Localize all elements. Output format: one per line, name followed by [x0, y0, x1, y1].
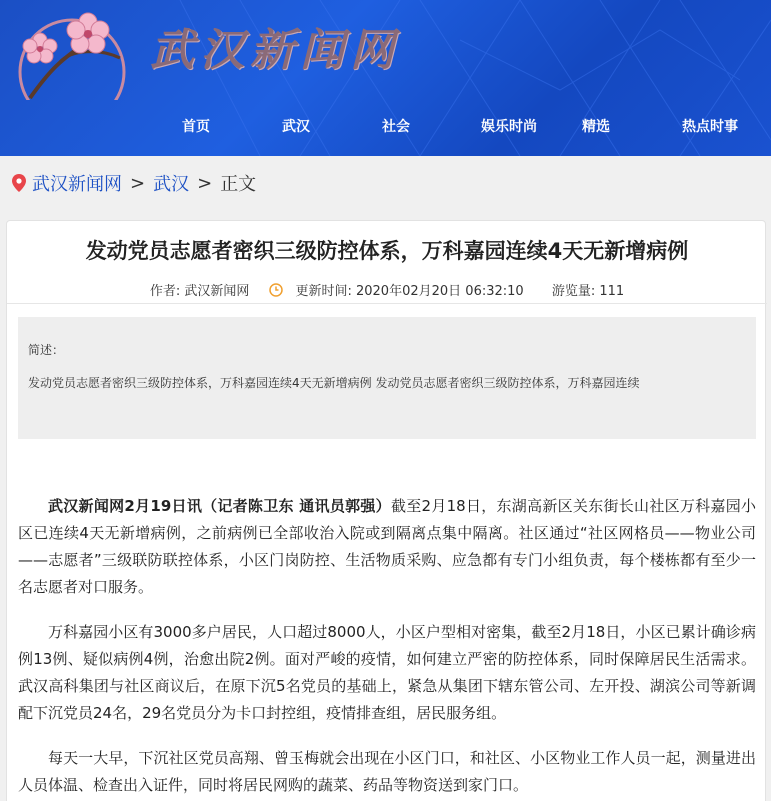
nav-item-entertainment[interactable]: 娱乐时尚	[481, 119, 537, 135]
site-header	[0, 0, 771, 156]
breadcrumb-separator: >	[130, 172, 146, 194]
nav-item-hot-news[interactable]: 热点时事	[682, 119, 738, 135]
meta-divider	[7, 303, 767, 304]
article-paragraph: 万科嘉园小区有3000多户居民，人口超过8000人，小区户型相对密集，截至2月18日，小区已累计确诊病例13例、疑似病例4例，治愈出院2例。面对严峻的疫情，如何建立严密的防控体系，同时保障居民生活需求。武汉高科集团与社区商议后，在原下沉5名党员的基础上，紧急从集团下辖东管公司、左开投、湖滨公司等新调配下沉党员24名，29名党员分为卡口封控组，疫情排查组，居民服务组。	[18, 623, 756, 722]
article-updated-time: 更新时间: 2020年02月20日 06:32:10	[295, 284, 524, 299]
article-views: 游览量: 111	[551, 284, 625, 299]
location-pin-icon	[12, 174, 26, 192]
article-updated-wrapper	[269, 284, 531, 299]
cherry-blossom-logo-icon	[0, 0, 140, 100]
article-body	[18, 493, 756, 801]
article-paragraph	[18, 493, 756, 601]
breadcrumb-home-link[interactable]: 武汉新闻网	[32, 174, 122, 195]
article-summary	[18, 317, 756, 439]
article-title: 发动党员志愿者密织三级防控体系，万科嘉园连续4天无新增病例	[85, 239, 689, 263]
article-author: 作者: 武汉新闻网	[149, 284, 250, 299]
article-lead: 武汉新闻网2月19日讯（记者陈卫东 通讯员郭强）	[48, 497, 391, 515]
site-title: 武汉新闻网	[150, 25, 400, 76]
breadcrumb	[12, 170, 256, 196]
summary-text: 发动党员志愿者密织三级防控体系，万科嘉园连续4天无新增病例 发动党员志愿者密织三级防控体系，万科嘉园连续	[28, 376, 640, 390]
nav-item-featured[interactable]: 精选	[582, 119, 610, 135]
nav-item-wuhan[interactable]: 武汉	[282, 119, 310, 135]
breadcrumb-section-link[interactable]: 武汉	[153, 174, 190, 195]
nav-item-society[interactable]: 社会	[382, 119, 410, 135]
article-paragraph: 每天一大早，下沉社区党员高翔、曾玉梅就会出现在小区门口，和社区、小区物业工作人员一起，测量进出人员体温、检查出入证件，同时将居民网购的蔬菜、药品等物资送到家门口。	[18, 749, 756, 794]
article-meta	[7, 280, 767, 299]
nav-item-home[interactable]: 首页	[182, 119, 210, 135]
main-nav	[0, 112, 771, 142]
breadcrumb-separator: >	[197, 172, 213, 194]
article-paragraph-text: 截至2月18日，东湖高新区关东街长山社区万科嘉园小区已连续4天无新增病例，之前病例已全部收治入院或到隔离点集中隔离。社区通过“社区网格员——物业公司——志愿者”三级联防联控体系，小区门岗防控、生活物质采购、应急都有专门小组负责，每个楼栋都有至少一名志愿者对口服务。	[18, 497, 756, 596]
breadcrumb-current: 正文	[220, 174, 257, 195]
summary-label: 简述：	[28, 343, 65, 357]
article-card	[6, 220, 766, 801]
clock-icon	[269, 283, 283, 297]
